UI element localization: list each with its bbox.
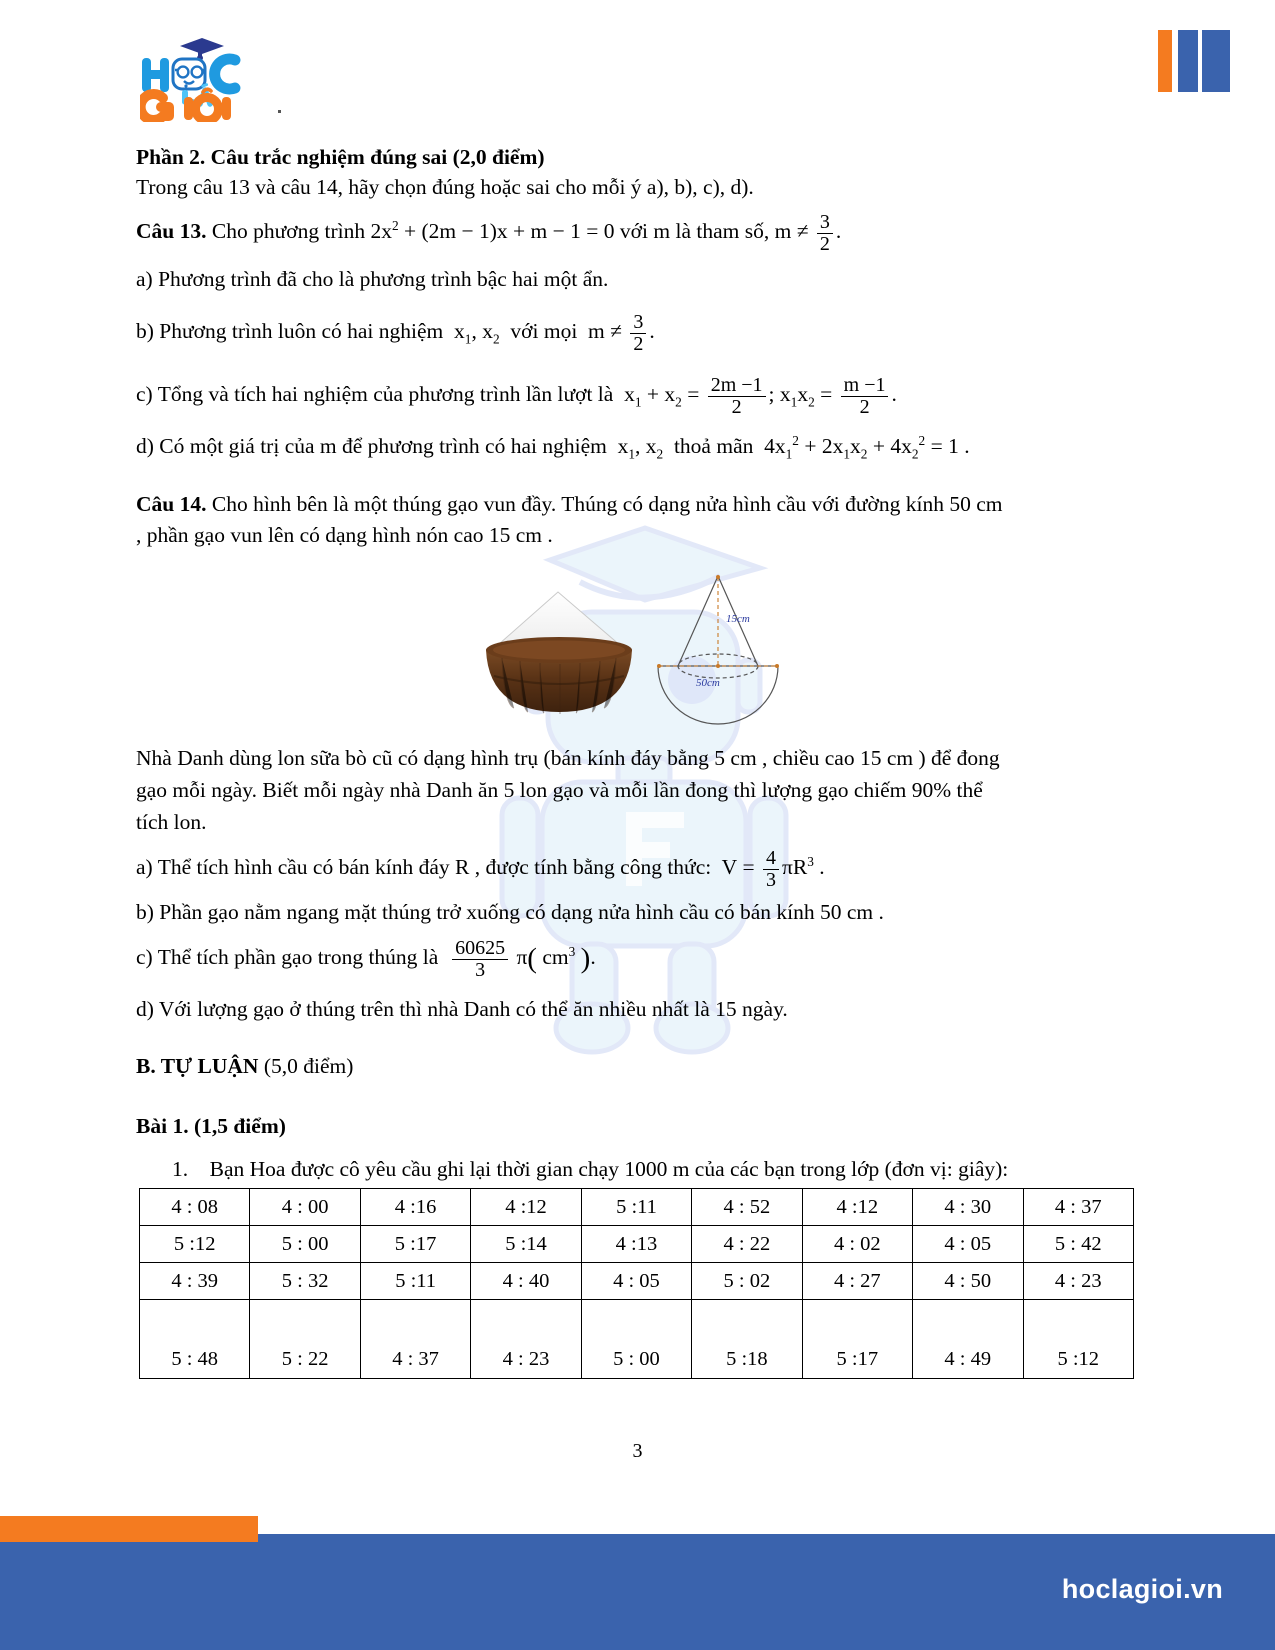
table-cell: 4 : 22: [692, 1226, 802, 1263]
table-cell: 5 :11: [360, 1263, 470, 1300]
table-cell: 4 : 52: [692, 1189, 802, 1226]
bai1-question-text: Bạn Hoa được cô yêu cầu ghi lại thời gian chạy 1000 m của các bạn trong lớp (đơn vị: giây):: [209, 1157, 1009, 1181]
table-cell: 4 : 37: [360, 1300, 470, 1379]
page-footer: [0, 1516, 1275, 1650]
footer-website: hoclagioi.vn: [1061, 1574, 1223, 1604]
cau14-item-d: d) Với lượng gạo ở thúng trên thì nhà Danh có thể ăn nhiều nhất là 15 ngày.: [136, 997, 788, 1021]
table-cell: 5 : 00: [581, 1300, 691, 1379]
running-times-table-body: [140, 1189, 1134, 1379]
table-cell: 5 : 02: [692, 1263, 802, 1300]
table-cell: 5 :11: [581, 1189, 691, 1226]
cau14-stem: [136, 490, 1146, 519]
cau13-stem-pre: Cho phương trình: [211, 219, 366, 244]
table-cell: 4 : 05: [913, 1226, 1023, 1263]
cau13-label: Câu 13.: [136, 219, 207, 244]
cau14-item-b: b) Phần gạo nằm ngang mặt thúng trở xuống có dạng nửa hình cầu có bán kính 50 cm .: [136, 900, 884, 924]
table-cell: 5 :14: [471, 1226, 581, 1263]
cau13-cond-b: m ≠ $\frac{3}{2}$ .: [588, 311, 655, 355]
header-accent-bars: [1158, 30, 1230, 92]
cone-diameter-label: 50cm: [696, 677, 720, 689]
cau13-roots-d: $x_1$, $x_2$: [617, 434, 664, 462]
table-cell: 4 : 37: [1023, 1189, 1134, 1226]
cau14-paragraph-line1: Nhà Danh dùng lon sữa bò cũ có dạng hình trụ (bán kính đáy bằng 5 cm , chiều cao 15 cm ) để đong: [136, 746, 1000, 770]
accent-bar-orange: [1158, 30, 1172, 92]
table-cell: 5 : 42: [1023, 1226, 1134, 1263]
table-cell: 5 :18: [692, 1300, 802, 1379]
table-row: [140, 1189, 1134, 1226]
bai1-question-1: [172, 1155, 1132, 1184]
cau14-item-c: c) Thể tích phần gạo trong thúng là $\frac{60625}{3}$ π( $cm^3$ ).: [136, 937, 596, 981]
table-cell: 4 : 00: [250, 1189, 360, 1226]
running-times-table: [139, 1188, 1134, 1379]
table-cell: 4 : 27: [802, 1263, 912, 1300]
table-cell: 4 : 05: [581, 1263, 691, 1300]
table-cell: 4 : 08: [140, 1189, 250, 1226]
cau13-sum-product: $x_1 + x_2$ = $\frac{2m -1}{2}$ ; $x_1x_2$ = $\frac{m -1}{2}$ .: [624, 374, 897, 418]
page-number: 3: [632, 1440, 643, 1462]
footer-orange-band: [0, 1516, 258, 1542]
table-cell: 5 :12: [1023, 1300, 1134, 1379]
table-cell: 4 :16: [360, 1189, 470, 1226]
cau13-item-b: b) Phương trình luôn có hai nghiệm $x_1$, $x_2$ với mọi m ≠ $\frac{3}{2}$ .: [136, 311, 655, 355]
table-cell: 5 :17: [360, 1226, 470, 1263]
table-cell: 4 :12: [471, 1189, 581, 1226]
table-row: [140, 1300, 1134, 1379]
section-b-title: B. TỰ LUẬN: [136, 1054, 259, 1078]
accent-bar-blue-2: [1202, 30, 1230, 92]
bai1-question-number: 1.: [172, 1157, 189, 1181]
cau14-item-a: a) Thể tích hình cầu có bán kính đáy R , được tính bằng công thức: V = $\frac{4}{3}$ $\pi R^3$ .: [136, 847, 825, 891]
table-cell: 4 : 30: [913, 1189, 1023, 1226]
table-cell: 4 : 40: [471, 1263, 581, 1300]
accent-bar-blue-1: [1178, 30, 1198, 92]
table-cell: 4 : 23: [471, 1300, 581, 1379]
part2-heading: Phần 2. Câu trắc nghiệm đúng sai (2,0 điểm): [136, 145, 545, 169]
table-cell: 5 :17: [802, 1300, 912, 1379]
table-cell: 4 :13: [581, 1226, 691, 1263]
table-cell: 4 : 50: [913, 1263, 1023, 1300]
table-cell: 4 : 39: [140, 1263, 250, 1300]
table-cell: 5 : 00: [250, 1226, 360, 1263]
cau14-paragraph-line3: tích lon.: [136, 810, 207, 834]
table-cell: 4 : 02: [802, 1226, 912, 1263]
cau14-volume-formula: $\frac{60625}{3}$ π( $cm^3$ ).: [449, 945, 596, 969]
cau13-item-a: [136, 265, 1126, 294]
cau14-stem-line1: Cho hình bên là một thúng gạo vun đầy. Thúng có dạng nửa hình cầu với đường kính 50 cm: [211, 492, 1003, 516]
table-cell: 5 : 32: [250, 1263, 360, 1300]
cau13-stem-mid: với m là tham số,: [619, 219, 770, 244]
cau14-paragraph-line2: gạo mỗi ngày. Biết mỗi ngày nhà Danh ăn 5 lon gạo và mỗi lần đong thì lượng gạo chiếm 90% thể: [136, 778, 983, 802]
decorative-dot: [278, 110, 281, 113]
table-cell: 4 : 23: [1023, 1263, 1134, 1300]
cone-height-label: 15cm: [726, 613, 750, 625]
table-row: [140, 1226, 1134, 1263]
table-cell: 5 :12: [140, 1226, 250, 1263]
cau13-stem: [136, 212, 1136, 255]
cau13-roots-b: $x_1$, $x_2$: [454, 319, 500, 347]
rice-basket-photo: [486, 592, 632, 714]
cau13-condition: m ≠ $\frac{3}{2}$ .: [774, 211, 842, 255]
table-cell: 5 : 48: [140, 1300, 250, 1379]
cau14-stem-line2: , phần gạo vun lên có dạng hình nón cao 15 cm .: [136, 523, 553, 547]
table-cell: 4 :12: [802, 1189, 912, 1226]
section-b-points: (5,0 điểm): [263, 1054, 354, 1078]
section-b-heading: [136, 1052, 836, 1081]
cau13-item-a-text: a) Phương trình đã cho là phương trình bậc hai một ẩn.: [136, 267, 609, 291]
table-cell: 5 : 22: [250, 1300, 360, 1379]
cone-dimension-lines: [659, 577, 777, 666]
cau13-constraint-d: $4x_1^2 + 2x_1x_2 + 4x_2^2 = 1$ .: [764, 433, 970, 462]
table-cell: 4 : 49: [913, 1300, 1023, 1379]
site-logo: [140, 36, 260, 122]
cau14-sphere-formula: V = $\frac{4}{3}$ $\pi R^3$ .: [721, 847, 825, 891]
table-row: [140, 1263, 1134, 1300]
cau13-equation: $2x^2 + (2m - 1)x + m - 1 = 0$: [370, 218, 620, 244]
cau13-item-d: d) Có một giá trị của m để phương trình có hai nghiệm $x_1$, $x_2$ thoả mãn $4x_1^2 + 2x_1x_2 + 4x_2^2 = 1$ .: [136, 433, 970, 462]
bai1-label: Bài 1. (1,5 điểm): [136, 1114, 286, 1138]
cau13-item-c: c) Tổng và tích hai nghiệm của phương trình lần lượt là $x_1 + x_2$ = $\frac{2m -1}{2}$ ; $x_1x_2$ = $\frac{m -1}{2}$ .: [136, 374, 897, 418]
rice-basket-and-cone-diagram: [450, 560, 840, 735]
cau14-label: Câu 14.: [136, 492, 207, 516]
part2-instruction: Trong câu 13 và câu 14, hãy chọn đúng hoặc sai cho mỗi ý a), b), c), d).: [136, 175, 754, 199]
